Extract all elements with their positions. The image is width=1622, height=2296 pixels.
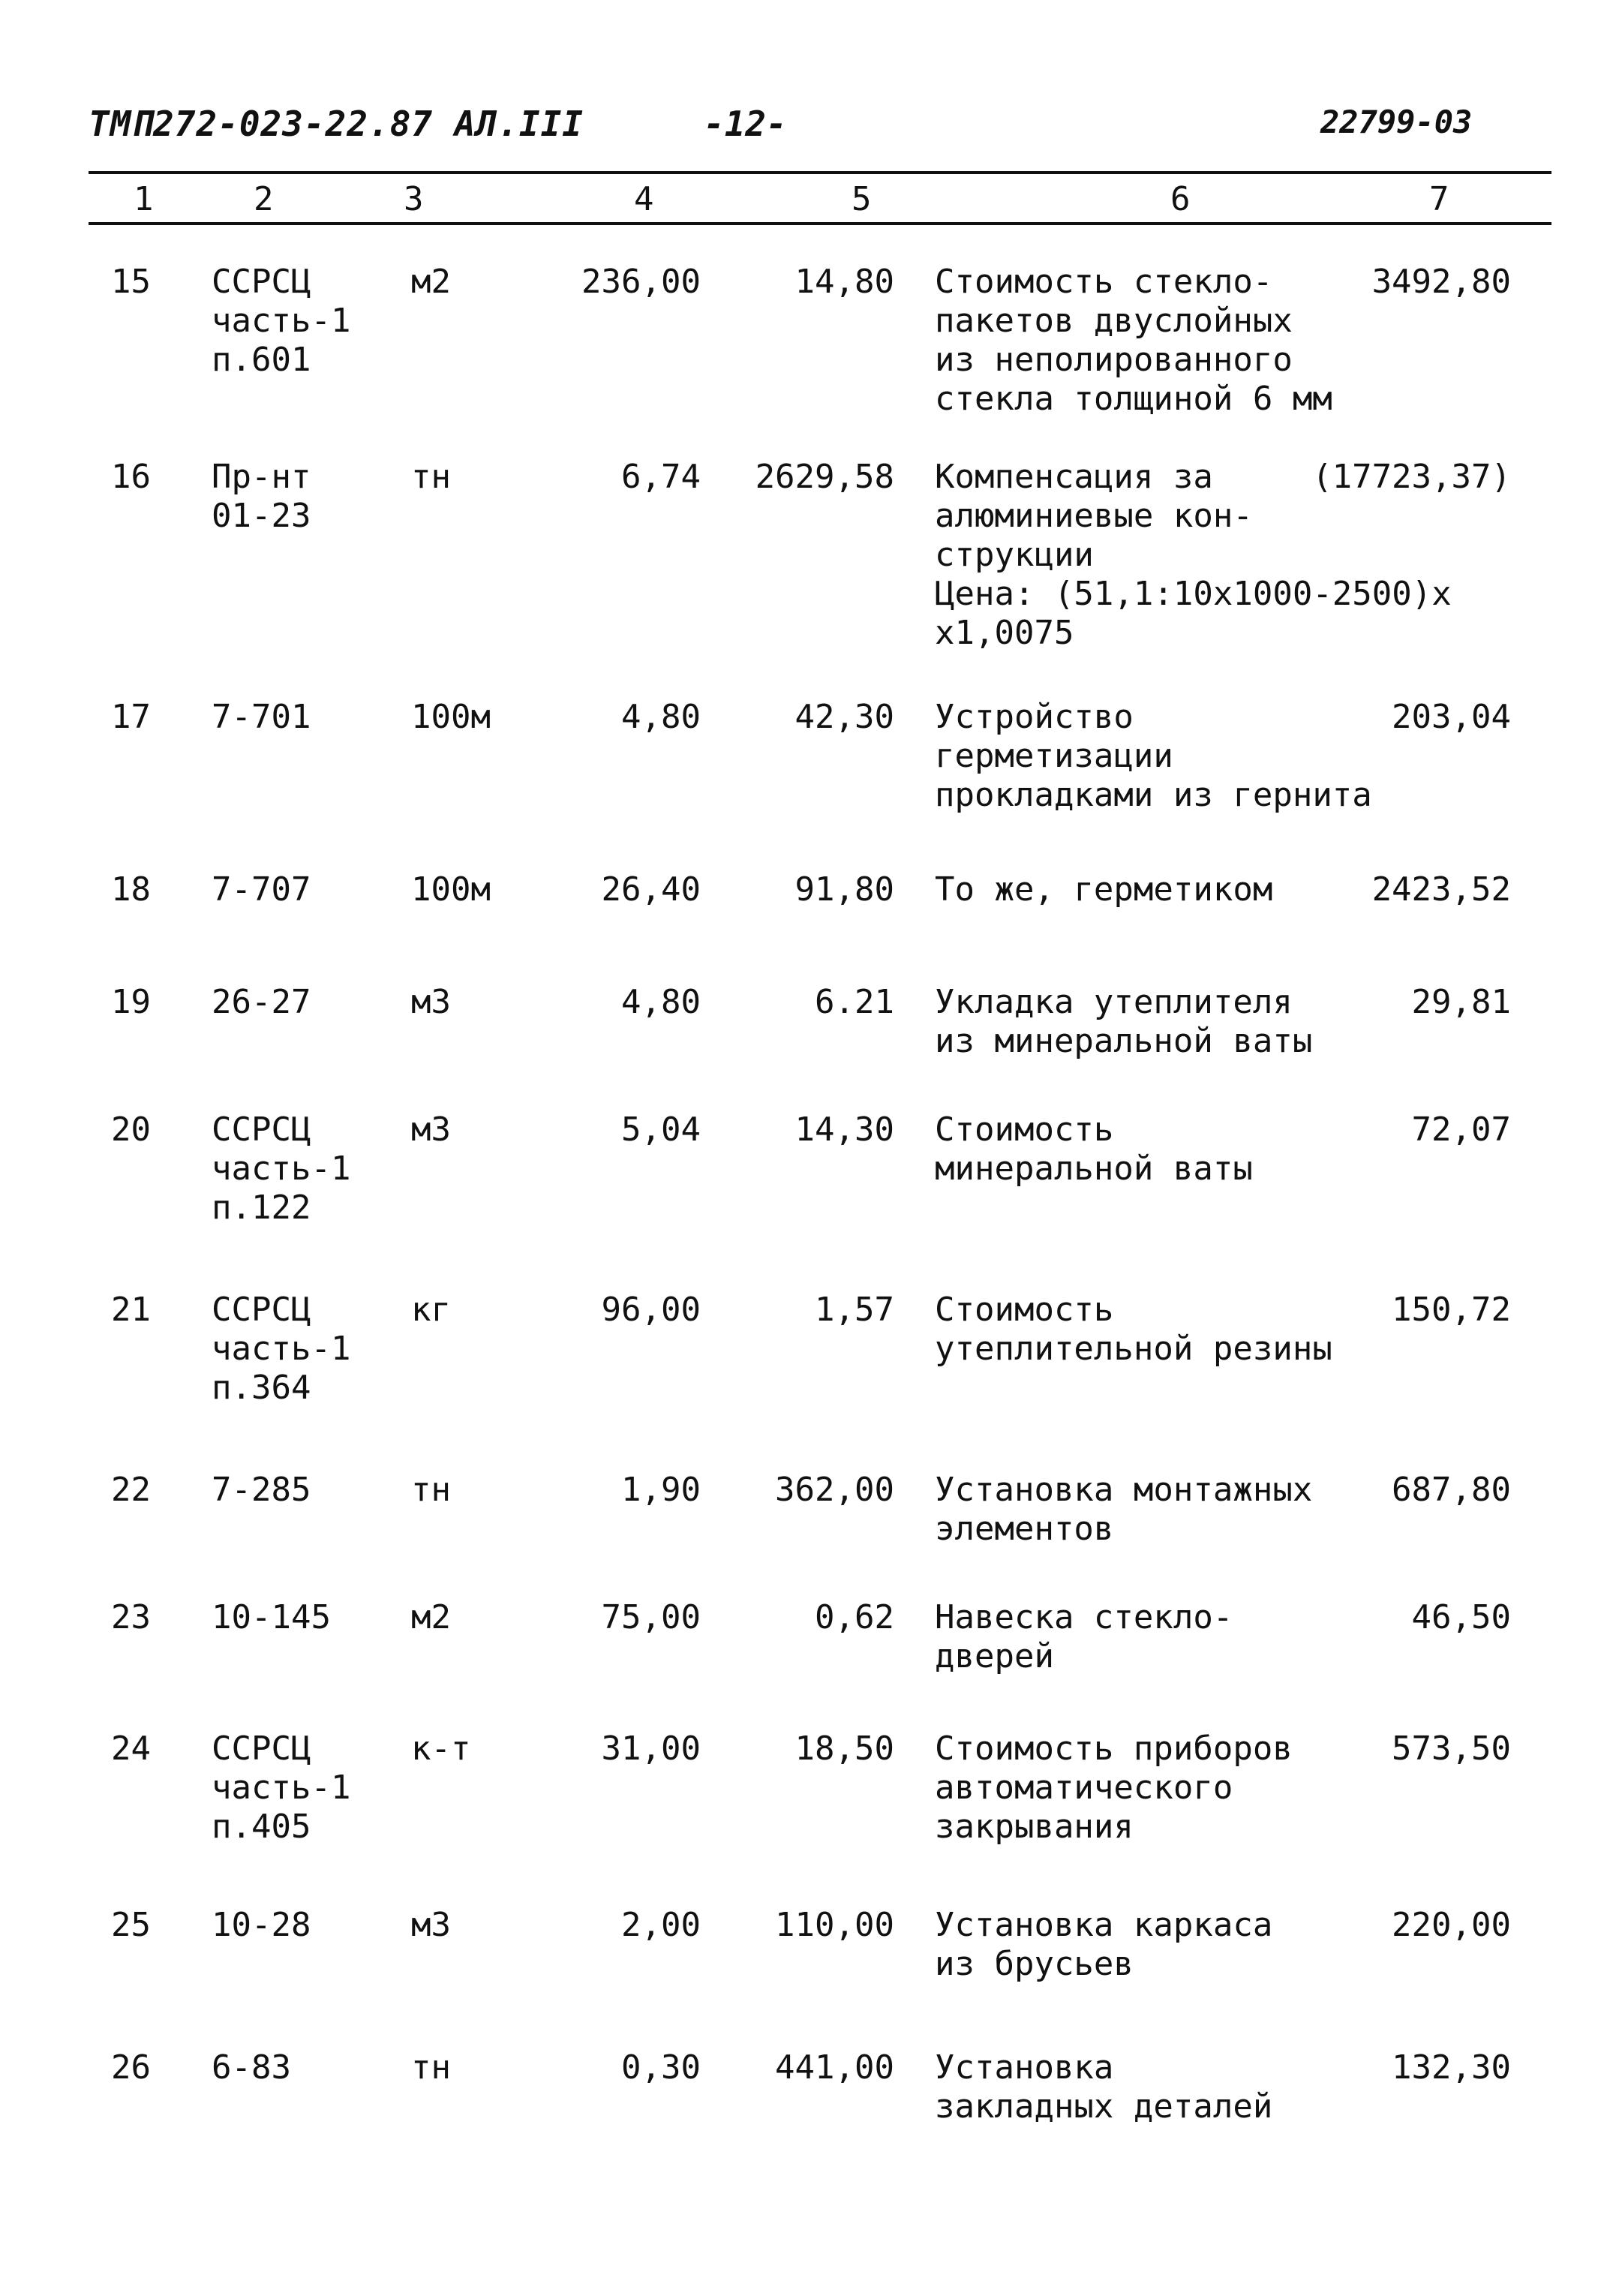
unit-price-cell: 0,62: [815, 1598, 894, 1636]
unit-cell: м3: [411, 1110, 451, 1149]
unit-price-cell: 441,00: [775, 2048, 894, 2087]
norm-reference-cell: ССРСЦ часть-1 п.601: [212, 263, 351, 379]
total-cost-cell: 573,50: [1392, 1730, 1511, 1768]
column-header-2: 2: [254, 180, 274, 218]
norm-reference-cell: 7-707: [212, 870, 311, 909]
total-cost-cell: 203,04: [1392, 698, 1511, 736]
description-cell: Стоимость приборов автоматического закрывания: [935, 1730, 1293, 1846]
unit-cell: м3: [411, 1906, 451, 1944]
unit-cell: к-т: [411, 1730, 471, 1768]
document-code: ТМП272-023-22.87 АЛ.III: [89, 104, 584, 144]
document-number: 22799-03: [1320, 104, 1473, 140]
unit-cell: тн: [411, 2048, 451, 2087]
unit-price-cell: 91,80: [794, 870, 894, 909]
quantity-cell: 2,00: [621, 1906, 701, 1944]
description-cell: Установка каркаса из брусьев: [935, 1906, 1273, 1983]
row-number-cell: 22: [111, 1471, 151, 1509]
total-cost-cell: 220,00: [1392, 1906, 1511, 1944]
unit-price-cell: 14,30: [794, 1110, 894, 1149]
quantity-cell: 75,00: [601, 1598, 701, 1636]
row-number-cell: 24: [111, 1730, 151, 1768]
description-cell: Укладка утеплителя из минеральной ваты: [935, 983, 1313, 1060]
description-cell: Устройство герметизации прокладками из гернита: [935, 698, 1372, 814]
row-number-cell: 16: [111, 458, 151, 496]
norm-reference-cell: ССРСЦ часть-1 п.122: [212, 1110, 351, 1227]
unit-price-cell: 6.21: [815, 983, 894, 1021]
total-cost-cell: 3492,80: [1371, 263, 1511, 301]
norm-reference-cell: 7-701: [212, 698, 311, 736]
unit-cell: м3: [411, 983, 451, 1021]
description-cell: То же, герметиком: [935, 870, 1273, 909]
row-number-cell: 17: [111, 698, 151, 736]
total-cost-cell: 2423,52: [1371, 870, 1511, 909]
column-header-5: 5: [852, 180, 872, 218]
row-number-cell: 19: [111, 983, 151, 1021]
description-cell: Стоимость стекло- пакетов двуслойных из неполированного стекла толщиной 6 мм: [935, 263, 1332, 418]
total-cost-cell: 46,50: [1411, 1598, 1511, 1636]
unit-price-cell: 42,30: [794, 698, 894, 736]
column-header-6: 6: [1170, 180, 1191, 218]
unit-price-cell: 110,00: [775, 1906, 894, 1944]
norm-reference-cell: ССРСЦ часть-1 п.405: [212, 1730, 351, 1846]
norm-reference-cell: 10-145: [212, 1598, 331, 1636]
table-top-rule: [89, 171, 1551, 174]
total-cost-cell: 150,72: [1392, 1291, 1511, 1329]
description-cell: Стоимость утеплительной резины: [935, 1291, 1332, 1368]
description-cell: Компенсация за алюминиевые кон- струкции Цена: (51,1:10х1000-2500)х х1,0075: [935, 458, 1452, 652]
quantity-cell: 236,00: [581, 263, 701, 301]
column-header-3: 3: [404, 180, 424, 218]
total-cost-cell: 132,30: [1392, 2048, 1511, 2087]
row-number-cell: 25: [111, 1906, 151, 1944]
norm-reference-cell: ССРСЦ часть-1 п.364: [212, 1291, 351, 1407]
quantity-cell: 4,80: [621, 983, 701, 1021]
unit-price-cell: 2629,58: [755, 458, 894, 496]
total-cost-cell: 29,81: [1411, 983, 1511, 1021]
column-header-7: 7: [1429, 180, 1449, 218]
row-number-cell: 21: [111, 1291, 151, 1329]
quantity-cell: 0,30: [621, 2048, 701, 2087]
quantity-cell: 5,04: [621, 1110, 701, 1149]
column-header-4: 4: [634, 180, 654, 218]
description-cell: Установка монтажных элементов: [935, 1471, 1313, 1548]
row-number-cell: 23: [111, 1598, 151, 1636]
unit-cell: м2: [411, 1598, 451, 1636]
description-cell: Навеска стекло- дверей: [935, 1598, 1233, 1675]
unit-price-cell: 362,00: [775, 1471, 894, 1509]
unit-cell: 100м: [411, 698, 491, 736]
quantity-cell: 6,74: [621, 458, 701, 496]
row-number-cell: 15: [111, 263, 151, 301]
unit-cell: тн: [411, 1471, 451, 1509]
norm-reference-cell: Пр-нт 01-23: [212, 458, 311, 535]
unit-price-cell: 14,80: [794, 263, 894, 301]
table-header-rule: [89, 222, 1551, 225]
quantity-cell: 26,40: [601, 870, 701, 909]
unit-cell: кг: [411, 1291, 451, 1329]
norm-reference-cell: 7-285: [212, 1471, 311, 1509]
total-cost-cell: (17723,37): [1312, 458, 1511, 496]
row-number-cell: 18: [111, 870, 151, 909]
quantity-cell: 1,90: [621, 1471, 701, 1509]
unit-price-cell: 18,50: [794, 1730, 894, 1768]
quantity-cell: 4,80: [621, 698, 701, 736]
unit-cell: 100м: [411, 870, 491, 909]
quantity-cell: 31,00: [601, 1730, 701, 1768]
unit-cell: м2: [411, 263, 451, 301]
norm-reference-cell: 10-28: [212, 1906, 311, 1944]
norm-reference-cell: 6-83: [212, 2048, 291, 2087]
description-cell: Установка закладных деталей: [935, 2048, 1273, 2126]
total-cost-cell: 687,80: [1392, 1471, 1511, 1509]
quantity-cell: 96,00: [601, 1291, 701, 1329]
unit-price-cell: 1,57: [815, 1291, 894, 1329]
total-cost-cell: 72,07: [1411, 1110, 1511, 1149]
column-header-1: 1: [134, 180, 154, 218]
page-number: -12-: [704, 104, 787, 144]
unit-cell: тн: [411, 458, 451, 496]
description-cell: Стоимость минеральной ваты: [935, 1110, 1253, 1188]
row-number-cell: 20: [111, 1110, 151, 1149]
norm-reference-cell: 26-27: [212, 983, 311, 1021]
row-number-cell: 26: [111, 2048, 151, 2087]
